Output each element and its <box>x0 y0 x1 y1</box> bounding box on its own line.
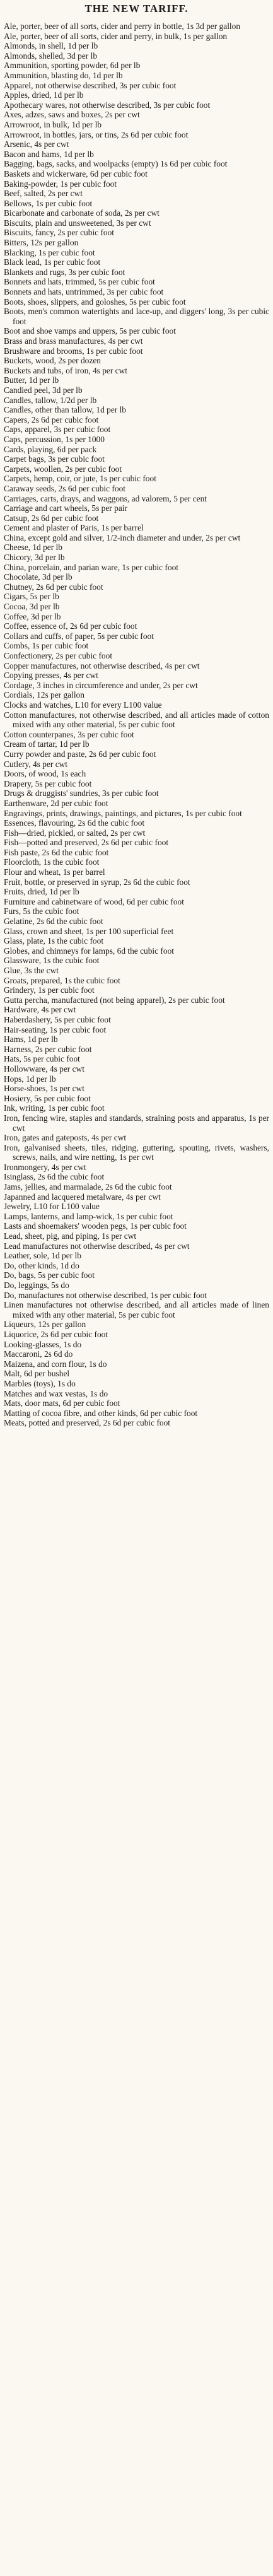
tariff-entry: Beef, salted, 2s per cwt <box>4 189 83 199</box>
tariff-entry: Candied peel, 3d per lb <box>4 385 83 395</box>
tariff-entry: Cement and plaster of Paris, 1s per barrel <box>4 523 144 533</box>
tariff-entry: Cordage, 3 inches in circumference and under, 2s per cwt <box>4 680 198 690</box>
tariff-entry: Lead manufactures not otherwise described, 4s per cwt <box>4 1241 190 1251</box>
tariff-entry: Japanned and lacquered metalware, 4s per cwt <box>4 1191 161 1202</box>
tariff-entry: Catsup, 2s 6d per cubic foot <box>4 513 99 523</box>
tariff-entry: Cordials, 12s per gallon <box>4 690 84 700</box>
tariff-entry: Do, other kinds, 1d do <box>4 1260 79 1270</box>
tariff-entry: Isinglass, 2s 6d the cubic foot <box>4 1172 105 1182</box>
tariff-entry: Chocolate, 3d per lb <box>4 572 73 582</box>
tariff-entry: Drapery, 5s per cubic foot <box>4 778 92 788</box>
tariff-entry: Ink, writing, 1s per cubic foot <box>4 1103 105 1113</box>
tariff-entry: Combs, 1s per cubic foot <box>4 641 89 651</box>
tariff-entry: Boots, men's common watertights and lace-up, and diggers' long, 3s per cubic foot <box>4 307 269 326</box>
tariff-entry: Furs, 5s the cubic foot <box>4 906 79 916</box>
tariff-entry: Arrowroot, in bottles, jars, or tins, 2s 6d per cubic foot <box>4 129 189 139</box>
tariff-entry: Fish—dried, pickled, or salted, 2s per cwt <box>4 828 146 838</box>
tariff-entry: Lead, sheet, pig, and piping, 1s per cwt <box>4 1231 137 1241</box>
tariff-entry: Caraway seeds, 2s 6d per cubic foot <box>4 483 125 493</box>
tariff-entry: Arsenic, 4s per cwt <box>4 139 69 149</box>
tariff-entry: Blacking, 1s per cubic foot <box>4 247 95 257</box>
tariff-entry: Cocoa, 3d per lb <box>4 602 60 612</box>
tariff-entry: Looking-glasses, 1s do <box>4 1339 82 1349</box>
tariff-entry: Apothecary wares, not otherwise described, 3s per cubic foot <box>4 100 211 110</box>
tariff-entry: Carriages, carts, drays, and waggons, ad valorem, 5 per cent <box>4 493 207 503</box>
tariff-entry: Globes, and chimneys for lamps, 6d the cubic foot <box>4 946 174 956</box>
tariff-entry: Bellows, 1s per cubic foot <box>4 198 93 208</box>
tariff-entry: Boot and shoe vamps and uppers, 5s per cubic foot <box>4 326 176 336</box>
tariff-entry: Doors, of wood, 1s each <box>4 769 86 779</box>
tariff-entry: Maccaroni, 2s 6d do <box>4 1349 73 1359</box>
tariff-entry: Bacon and hams, 1d per lb <box>4 149 94 159</box>
tariff-list <box>4 21 269 2573</box>
tariff-entry: Buckets, wood, 2s per dozen <box>4 356 101 366</box>
tariff-entry: Almonds, in shell, 1d per lb <box>4 41 98 51</box>
tariff-entry: Maizena, and corn flour, 1s do <box>4 1359 107 1369</box>
tariff-entry: Cotton counterpanes, 3s per cubic foot <box>4 729 134 739</box>
tariff-entry: Hats, 5s per cubic foot <box>4 1054 80 1064</box>
tariff-entry: Jewelry, L10 for L100 value <box>4 1202 100 1212</box>
tariff-entry: Engravings, prints, drawings, paintings, and pictures, 1s per cubic foot <box>4 808 242 818</box>
tariff-entry: Carpets, hemp, coir, or jute, 1s per cubic foot <box>4 474 156 484</box>
tariff-entry: Horse-shoes, 1s per cwt <box>4 1084 84 1094</box>
tariff-entry: Apples, dried, 1d per lb <box>4 90 84 100</box>
tariff-entry: Bonnets and hats, untrimmed, 3s per cubic foot <box>4 287 164 297</box>
tariff-entry: Ale, porter, beer of all sorts, cider and perry in bottle, 1s 3d per gallon <box>4 21 241 31</box>
tariff-entry: Iron, galvanised sheets, tiles, ridging, guttering, spouting, rivets, washers, screws, nails, and wire netting, 1s per cwt <box>4 1142 269 1162</box>
tariff-entry: Liquorice, 2s 6d per cubic foot <box>4 1329 108 1339</box>
tariff-entry: Gutta percha, manufactured (not being apparel), 2s per cubic foot <box>4 995 225 1005</box>
tariff-entry: Baking-powder, 1s per cubic foot <box>4 179 117 189</box>
tariff-entry: Boots, shoes, slippers, and goloshes, 5s per cubic foot <box>4 296 186 307</box>
tariff-entry: Drugs & druggists' sundries, 3s per cubic foot <box>4 788 159 799</box>
tariff-entry: Groats, prepared, 1s the cubic foot <box>4 975 120 985</box>
tariff-entry: Curry powder and paste, 2s 6d per cubic foot <box>4 749 156 759</box>
tariff-entry: Black lead, 1s per cubic foot <box>4 257 101 267</box>
tariff-entry: Ale, porter, beer of all sorts, cider and perry, in bulk, 1s per gallon <box>4 31 228 41</box>
tariff-entry: Candles, other than tallow, 1d per lb <box>4 405 126 415</box>
tariff-entry: Lasts and shoemakers' wooden pegs, 1s per cubic foot <box>4 1221 187 1231</box>
tariff-entry: Bonnets and hats, trimmed, 5s per cubic foot <box>4 277 155 287</box>
tariff-entry: China, except gold and silver, 1/2-inch diameter and under, 2s per cwt <box>4 532 241 542</box>
tariff-entry: Jams, jellies, and marmalade, 2s 6d the cubic foot <box>4 1182 172 1192</box>
tariff-entry: Chutney, 2s 6d per cubic foot <box>4 582 103 592</box>
tariff-entry: Mats, door mats, 6d per cubic foot <box>4 1398 120 1408</box>
tariff-entry: Essences, flavouring, 2s 6d the cubic foot <box>4 818 145 828</box>
tariff-entry: Hollowware, 4s per cwt <box>4 1063 84 1074</box>
tariff-entry: Baskets and wickerware, 6d per cubic foot <box>4 168 148 179</box>
tariff-entry: Hops, 1d per lb <box>4 1074 56 1084</box>
tariff-entry: Ammunition, blasting do, 1d per lb <box>4 70 123 80</box>
tariff-entry: Almonds, shelled, 3d per lb <box>4 50 98 61</box>
tariff-entry: Fish—potted and preserved, 2s 6d per cubic foot <box>4 838 169 848</box>
tariff-entry: Butter, 1d per lb <box>4 375 59 385</box>
tariff-entry: Coffee, 3d per lb <box>4 611 61 621</box>
tariff-entry: Floorcloth, 1s the cubic foot <box>4 857 100 867</box>
tariff-entry: Leather, sole, 1d per lb <box>4 1251 81 1261</box>
tariff-entry: Buckets and tubs, of iron, 4s per cwt <box>4 365 127 375</box>
tariff-entry: Cutlery, 4s per cwt <box>4 759 68 769</box>
tariff-entry: Iron, fencing wire, staples and standards, straining posts and apparatus, 1s per cwt <box>4 1113 269 1133</box>
tariff-entry: Capers, 2s 6d per cubic foot <box>4 414 99 424</box>
tariff-entry: Copper manufactures, not otherwise described, 4s per cwt <box>4 660 200 670</box>
tariff-entry: China, porcelain, and parian ware, 1s per cubic foot <box>4 562 179 572</box>
tariff-entry: Blankets and rugs, 3s per cubic foot <box>4 267 125 277</box>
tariff-entry: Chicory, 3d per lb <box>4 553 65 563</box>
tariff-entry: Clocks and watches, L10 for every L100 value <box>4 700 162 710</box>
tariff-entry: Glue, 3s the cwt <box>4 966 59 975</box>
tariff-entry: Brushware and brooms, 1s per cubic foot <box>4 346 143 356</box>
tariff-entry: Malt, 6d per bushel <box>4 1369 70 1379</box>
tariff-entry: Ironmongery, 4s per cwt <box>4 1162 86 1172</box>
tariff-entry: Arrowroot, in bulk, 1d per lb <box>4 119 102 129</box>
article-title: THE NEW TARIFF. <box>84 3 189 15</box>
tariff-entry: Linen manufactures not otherwise described, and all articles made of linen mixed with any other material, 5s per cubic foot <box>4 1300 269 1320</box>
tariff-entry: Fruits, dried, 1d per lb <box>4 887 79 897</box>
tariff-entry: Liqueurs, 12s per gallon <box>4 1320 86 1330</box>
tariff-entry: Do, bags, 5s per cubic foot <box>4 1270 95 1280</box>
tariff-entry: Carpet bags, 3s per cubic foot <box>4 454 105 464</box>
tariff-entry: Hair-seating, 1s per cubic foot <box>4 1024 107 1034</box>
tariff-entry: Cards, playing, 6d per pack <box>4 444 97 454</box>
tariff-entry: Glass, crown and sheet, 1s per 100 superficial feet <box>4 926 174 936</box>
tariff-entry: Cream of tartar, 1d per lb <box>4 739 90 749</box>
tariff-entry: Cigars, 5s per lb <box>4 592 59 602</box>
tariff-entry: Gelatine, 2s 6d the cubic foot <box>4 916 103 927</box>
tariff-entry: Biscuits, fancy, 2s per cubic foot <box>4 228 115 238</box>
tariff-entry: Meats, potted and preserved, 2s 6d per cubic foot <box>4 1418 171 1428</box>
tariff-entry: Lamps, lanterns, and lamp-wick, 1s per cubic foot <box>4 1211 173 1221</box>
tariff-entry: Grindery, 1s per cubic foot <box>4 985 95 995</box>
tariff-entry: Biscuits, plain and unsweetened, 3s per cwt <box>4 218 151 228</box>
tariff-entry: Brass and brass manufactures, 4s per cwt <box>4 336 143 346</box>
tariff-entry: Flour and wheat, 1s per barrel <box>4 867 105 877</box>
tariff-entry: Cotton manufactures, not otherwise described, and all articles made of cotton mixed with any other material, 5s per cubic foot <box>4 710 269 730</box>
tariff-entry: Confectionery, 2s per cubic foot <box>4 651 113 660</box>
tariff-entry: Cheese, 1d per lb <box>4 542 62 553</box>
tariff-entry: Caps, percussion, 1s per 1000 <box>4 434 105 444</box>
tariff-entry: Glass, plate, 1s the cubic foot <box>4 936 104 946</box>
tariff-entry: Ammunition, sporting powder, 6d per lb <box>4 61 141 71</box>
tariff-entry: Carpets, woollen, 2s per cubic foot <box>4 464 122 474</box>
tariff-entry: Carriage and cart wheels, 5s per pair <box>4 503 127 513</box>
tariff-entry: Bicarbonate and carbonate of soda, 2s per cwt <box>4 208 160 218</box>
tariff-entry: Hosiery, 5s per cubic foot <box>4 1093 91 1103</box>
tariff-entry: Hardware, 4s per cwt <box>4 1005 76 1015</box>
tariff-entry: Candles, tallow, 1/2d per lb <box>4 395 97 405</box>
tariff-entry: Iron, gates and gateposts, 4s per cwt <box>4 1133 127 1143</box>
tariff-entry: Bitters, 12s per gallon <box>4 238 79 248</box>
tariff-entry: Matting of cocoa fibre, and other kinds, 6d per cubic foot <box>4 1408 198 1418</box>
tariff-entry: Matches and wax vestas, 1s do <box>4 1388 108 1398</box>
tariff-entry: Copying presses, 4s per cwt <box>4 670 98 681</box>
tariff-entry: Fruit, bottle, or preserved in syrup, 2s 6d the cubic foot <box>4 877 190 887</box>
tariff-entry: Harness, 2s per cubic foot <box>4 1044 92 1054</box>
tariff-entry: Apparel, not otherwise described, 3s per cubic foot <box>4 80 177 90</box>
tariff-entry: Glassware, 1s the cubic foot <box>4 956 100 966</box>
tariff-entry: Axes, adzes, saws and boxes, 2s per cwt <box>4 110 140 120</box>
tariff-entry: Earthenware, 2d per cubic foot <box>4 798 108 808</box>
tariff-entry: Bagging, bags, sacks, and woolpacks (empty) 1s 6d per cubic foot <box>4 159 228 169</box>
tariff-entry: Fish paste, 2s 6d the cubic foot <box>4 847 109 857</box>
tariff-entry: Caps, apparel, 3s per cubic foot <box>4 424 111 435</box>
tariff-entry: Marbles (toys), 1s do <box>4 1378 76 1388</box>
tariff-entry: Furniture and cabinetware of wood, 6d per cubic foot <box>4 896 184 906</box>
tariff-entry: Haberdashery, 5s per cubic foot <box>4 1014 111 1024</box>
tariff-entry: Coffee, essence of, 2s 6d per cubic foot <box>4 621 137 631</box>
tariff-entry: Hams, 1d per lb <box>4 1034 58 1045</box>
tariff-entry: Do, manufactures not otherwise described, 1s per cubic foot <box>4 1290 207 1300</box>
tariff-entry: Collars and cuffs, of paper, 5s per cubic foot <box>4 631 154 641</box>
tariff-entry: Do, leggings, 5s do <box>4 1280 69 1290</box>
